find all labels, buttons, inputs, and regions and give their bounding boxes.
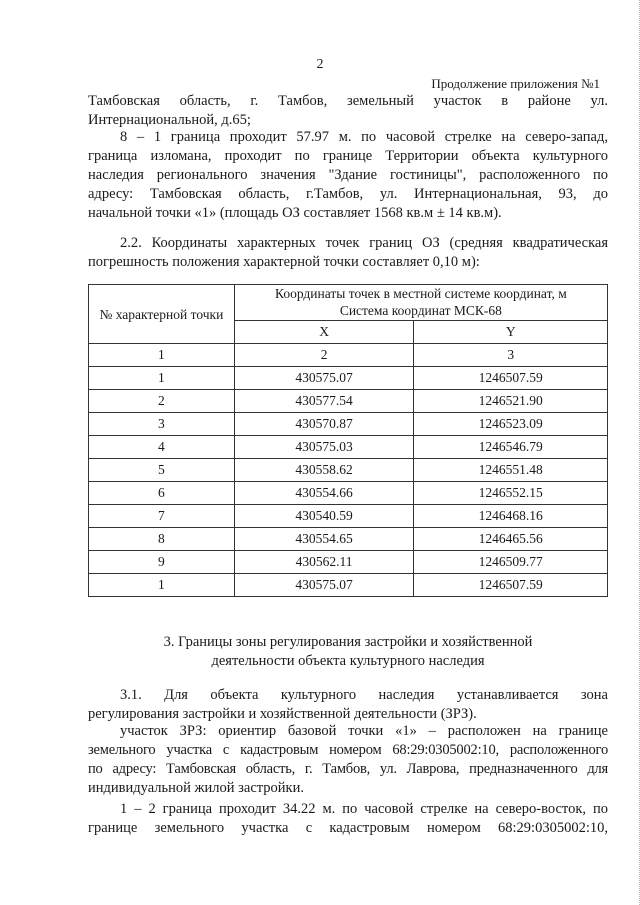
table-row [89, 436, 608, 459]
section-3-title [88, 633, 608, 671]
table-cell: 2 [89, 390, 235, 413]
text-line: 3.1. Для объекта культурного наследия устанавливается зона [120, 687, 608, 703]
text-line: индивидуальной жилой застройки. [88, 780, 304, 796]
appendix-continuation-label: Продолжение приложения №1 [431, 76, 600, 91]
zrz-plot-paragraph [88, 722, 608, 798]
table-row [89, 505, 608, 528]
text-line: по адресу: Тамбовская область, г. Тамбов, ул. Лаврова, предназначенного для [88, 761, 608, 777]
table-cell: 430558.62 [234, 459, 414, 482]
table-row [89, 574, 608, 597]
text-line: Тамбовская область, г. Тамбов, земельный участок в районе ул. [88, 93, 608, 109]
boundary-8-1-paragraph [88, 128, 608, 223]
text-line: 1 – 2 граница проходит 34.22 м. по часовой стрелке на северо-восток, по [120, 801, 608, 817]
header-point-number: № характерной точки [89, 285, 235, 344]
table-cell: 1246546.79 [414, 436, 608, 459]
table-cell: 2 [234, 344, 414, 367]
table-cell: 4 [89, 436, 235, 459]
table-cell: 3 [414, 344, 608, 367]
text-line: 8 – 1 граница проходит 57.97 м. по часовой стрелке на северо-запад, [120, 129, 608, 145]
table-cell: 1246507.59 [414, 367, 608, 390]
coordinates-intro-paragraph [88, 234, 608, 272]
table-cell: 1246507.59 [414, 574, 608, 597]
page-edge-dots [636, 0, 640, 905]
table-index-row [89, 344, 608, 367]
text-line: граница изломана, проходит по границе Территории объекта культурного [88, 148, 608, 164]
table-row [89, 551, 608, 574]
text-line: участок ЗРЗ: ориентир базовой точки «1» – расположен на границе [120, 723, 608, 739]
table-cell: 3 [89, 413, 235, 436]
text-line: Интернациональной, д.65; [88, 112, 251, 128]
table-cell: 1246465.56 [414, 528, 608, 551]
table-cell: 1246552.15 [414, 482, 608, 505]
text-line: земельного участка с кадастровым номером 68:29:0305002:10, расположенного [88, 742, 608, 758]
section-title-line: 3. Границы зоны регулирования застройки и хозяйственной [163, 634, 533, 650]
text-line: регулирования застройки и хозяйственной деятельности (ЗРЗ). [88, 706, 477, 722]
boundary-1-2-paragraph [88, 800, 608, 838]
table-row [89, 482, 608, 505]
header-y: Y [414, 320, 608, 343]
table-cell: 430570.87 [234, 413, 414, 436]
table-cell: 1246509.77 [414, 551, 608, 574]
table-cell: 1246551.48 [414, 459, 608, 482]
text-line: наследия регионального значения "Здание гостиницы", расположенного по [88, 167, 608, 183]
table-cell: 1 [89, 574, 235, 597]
zrz-intro-paragraph [88, 686, 608, 724]
table-cell: 430554.65 [234, 528, 414, 551]
table-cell: 1 [89, 367, 235, 390]
table-cell: 9 [89, 551, 235, 574]
section-title-line: деятельности объекта культурного наследия [211, 653, 485, 669]
table-row [89, 528, 608, 551]
table-cell: 430554.66 [234, 482, 414, 505]
table-cell: 430575.07 [234, 367, 414, 390]
page-number: 2 [316, 57, 324, 72]
table-row [89, 367, 608, 390]
table-cell: 430575.07 [234, 574, 414, 597]
table-cell: 430562.11 [234, 551, 414, 574]
header-x: X [234, 320, 414, 343]
header-coordinates-line1: Координаты точек в местной системе координат, м [275, 286, 567, 302]
table-row [89, 413, 608, 436]
text-line: погрешность положения характерной точки составляет 0,10 м): [88, 254, 480, 270]
table-row [89, 390, 608, 413]
text-line: 2.2. Координаты характерных точек границ ОЗ (средняя квадратическая [120, 235, 608, 251]
address-paragraph [88, 92, 608, 130]
table-cell: 7 [89, 505, 235, 528]
header-coordinates-line2: Система координат МСК-68 [339, 303, 502, 319]
table-cell: 1246468.16 [414, 505, 608, 528]
table-cell: 8 [89, 528, 235, 551]
table-cell: 430540.59 [234, 505, 414, 528]
text-line: начальной точки «1» (площадь ОЗ составляет 1568 кв.м ± 14 кв.м). [88, 205, 502, 221]
table-cell: 1246521.90 [414, 390, 608, 413]
table-cell: 5 [89, 459, 235, 482]
table-cell: 1246523.09 [414, 413, 608, 436]
header-coordinates [234, 285, 607, 321]
table-cell: 430575.03 [234, 436, 414, 459]
text-line: адресу: Тамбовская область, г.Тамбов, ул. Интернациональная, 93, до [88, 186, 608, 202]
text-line: границе земельного участка с кадастровым номером 68:29:0305002:10, [88, 820, 608, 836]
table-cell: 6 [89, 482, 235, 505]
table-cell: 430577.54 [234, 390, 414, 413]
table-cell: 1 [89, 344, 235, 367]
table-row [89, 459, 608, 482]
coordinates-table [88, 284, 608, 597]
